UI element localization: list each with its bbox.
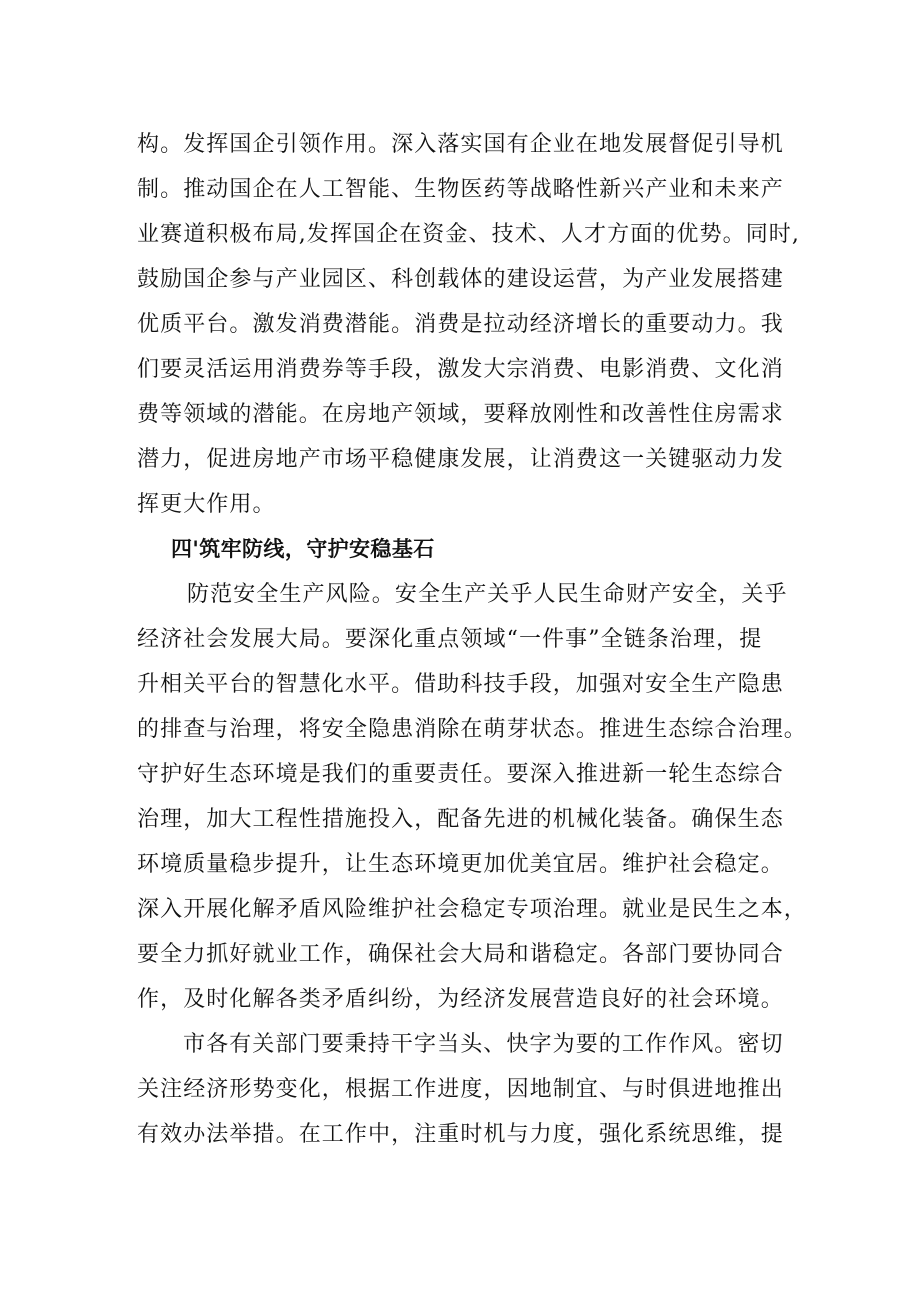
text-line: 升相关平台的智慧化水平。借助科技手段，加强对安全生产隐患 bbox=[137, 672, 784, 697]
paragraph-closing bbox=[137, 1022, 797, 1157]
text-line: 深入开展化解矛盾风险维护社会稳定专项治理。就业是民生之本， bbox=[137, 897, 807, 922]
text-line: 要全力抓好就业工作，确保社会大局和谐稳定。各部门要协同合 bbox=[137, 942, 784, 967]
text-line: 防范安全生产风险。安全生产关乎人民生命财产安全，关乎 bbox=[187, 582, 788, 607]
paragraph-section-four bbox=[137, 572, 807, 1022]
document-body bbox=[137, 122, 807, 1157]
text-line: 挥更大作用。 bbox=[137, 492, 276, 517]
text-line: 费等领域的潜能。在房地产领域，要释放刚性和改善性住房需求 bbox=[137, 402, 784, 427]
text-line: 制。推动国企在人工智能、生物医药等战略性新兴产业和未来产 bbox=[137, 177, 784, 202]
text-line: 守护好生态环境是我们的重要责任。要深入推进新一轮生态综合 bbox=[137, 762, 784, 787]
paragraph-continuation bbox=[137, 122, 800, 527]
text-line: 市各有关部门要秉持干字当头、快字为要的工作作风。密切 bbox=[183, 1032, 784, 1057]
text-line: 治理，加大工程性措施投入，配备先进的机械化装备。确保生态 bbox=[137, 807, 784, 832]
text-line: 经济社会发展大局。要深化重点领域“一件事”全链条治理，提 bbox=[137, 627, 763, 652]
text-line: 潜力，促进房地产市场平稳健康发展，让消费这一关键驱动力发 bbox=[137, 447, 784, 472]
text-line: 优质平台。激发消费潜能。消费是拉动经济增长的重要动力。我 bbox=[137, 312, 784, 337]
text-line: 的排查与治理，将安全隐患消除在萌芽状态。推进生态综合治理。 bbox=[137, 717, 807, 742]
section-heading: 四'筑牢防线，守护安稳基石 bbox=[171, 537, 435, 561]
text-line: 关注经济形势变化，根据工作进度，因地制宜、与时俱进地推出 bbox=[137, 1077, 784, 1102]
text-line: 环境质量稳步提升，让生态环境更加优美宜居。维护社会稳定。 bbox=[137, 852, 784, 877]
text-line: 业赛道积极布局,发挥国企在资金、技术、人才方面的优势。同时, bbox=[137, 222, 800, 247]
text-line: 们要灵活运用消费券等手段，激发大宗消费、电影消费、文化消 bbox=[137, 357, 784, 382]
text-line: 鼓励国企参与产业园区、科创载体的建设运营，为产业发展搭建 bbox=[137, 267, 784, 292]
text-line: 作，及时化解各类矛盾纠纷，为经济发展营造良好的社会环境。 bbox=[137, 987, 784, 1012]
text-line: 构。发挥国企引领作用。深入落实国有企业在地发展督促引导机 bbox=[137, 132, 784, 157]
text-line: 有效办法举措。在工作中，注重时机与力度，强化系统思维，提 bbox=[137, 1122, 784, 1147]
